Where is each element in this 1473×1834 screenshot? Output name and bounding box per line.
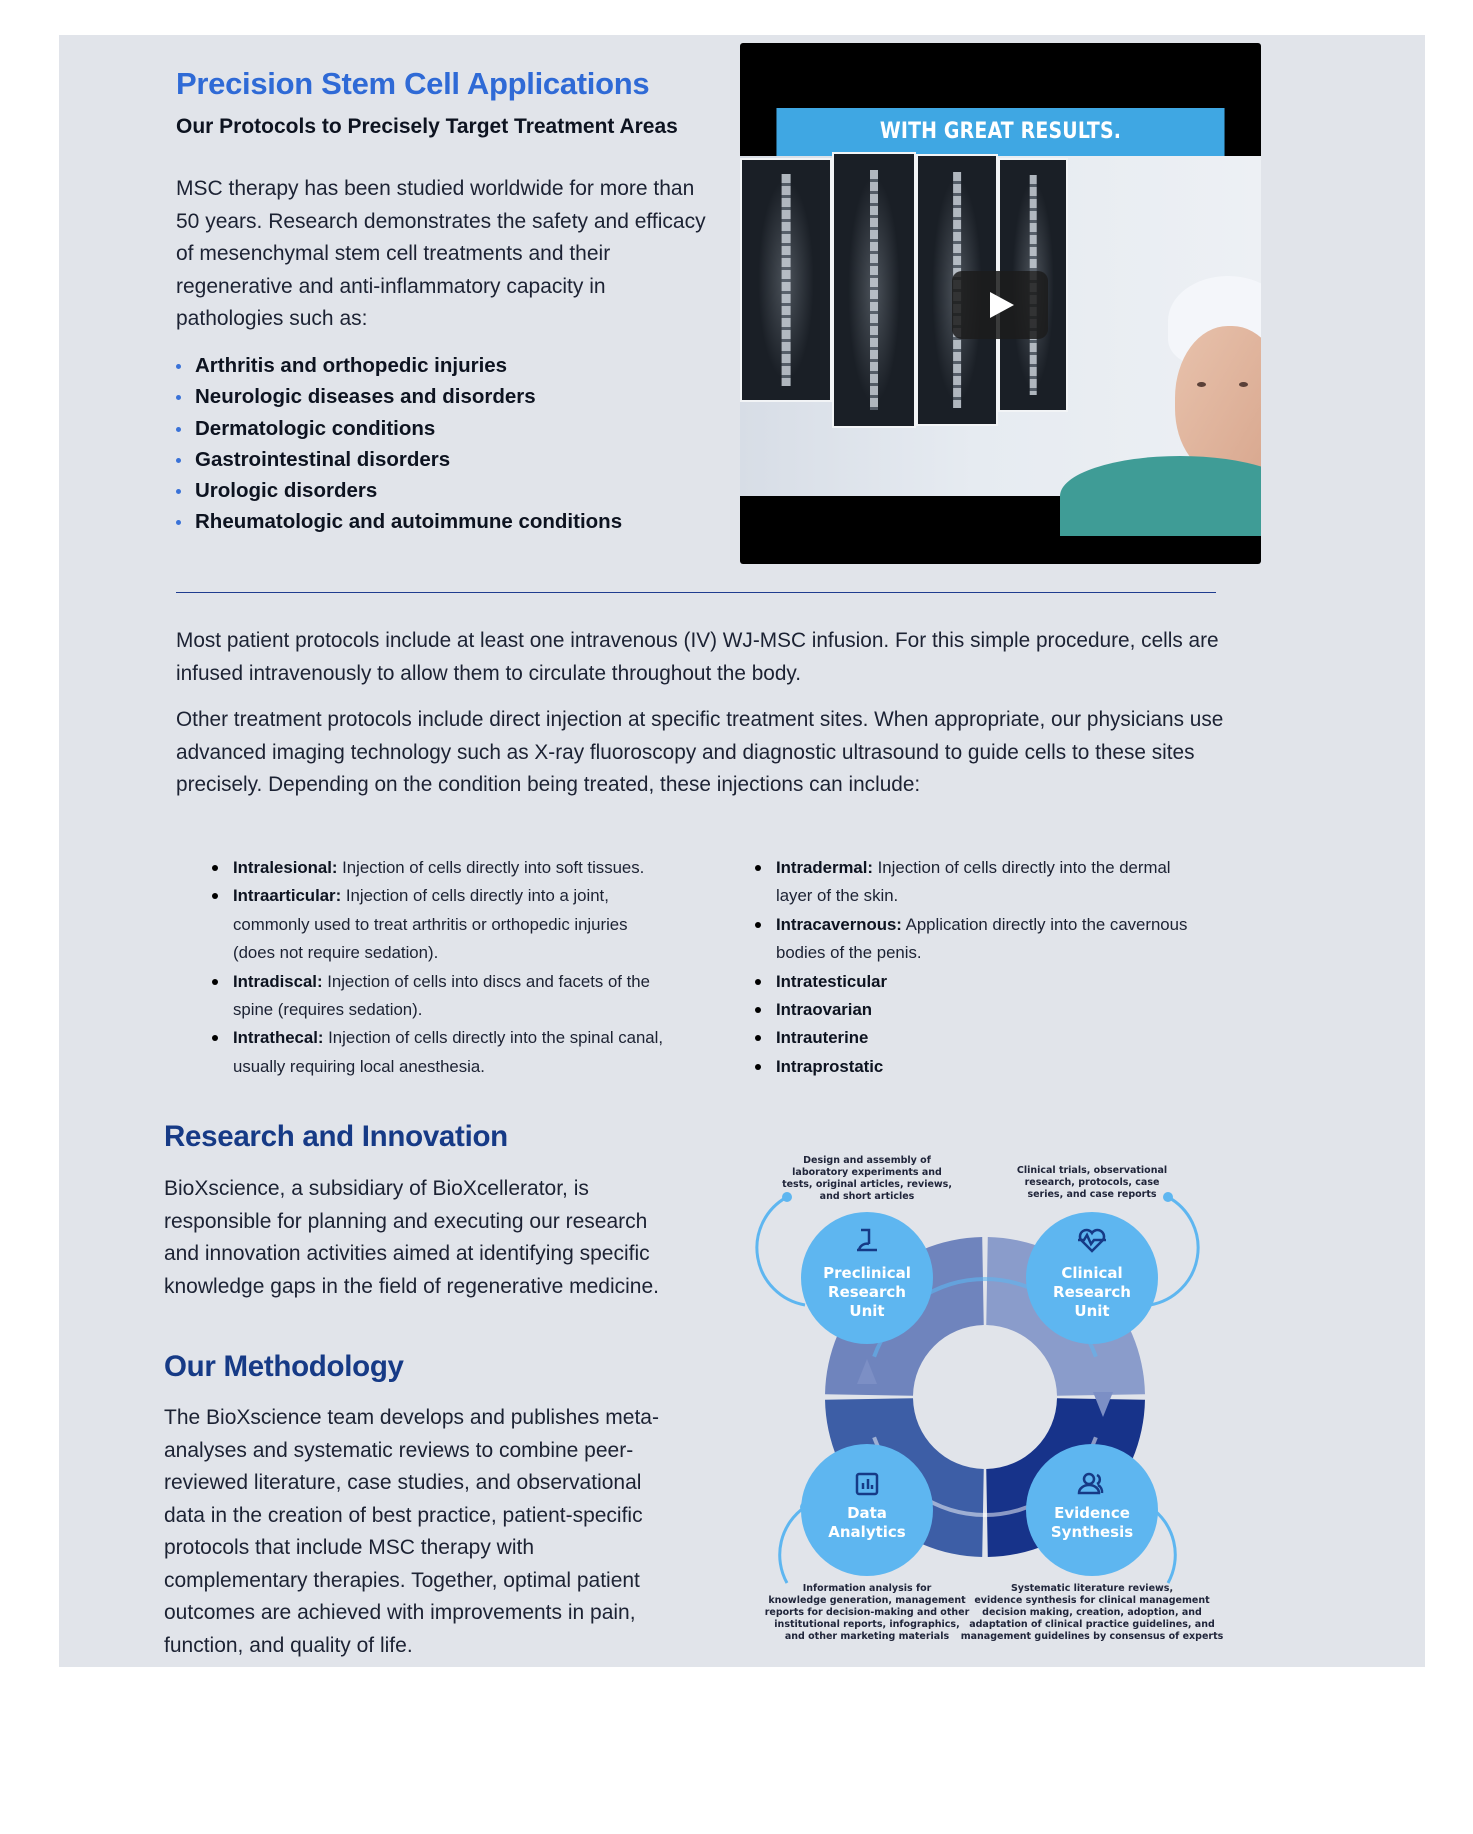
unit-label-evidence: Synthesis [1050,1523,1134,1541]
injection-description: Injection of cells directly into the dermal layer of the skin. [776,858,1171,906]
unit-caption-evidence: evidence synthesis for clinical management [974,1595,1210,1606]
play-button[interactable] [952,271,1048,339]
list-item [753,968,1208,996]
list-item [753,996,1208,1024]
video-player[interactable] [740,43,1261,564]
injection-description: Application directly into the cavernous bodies of the penis. [776,914,1188,963]
unit-caption-preclinical: laboratory experiments and [792,1167,942,1178]
unit-caption-clinical: research, protocols, case [1024,1177,1160,1188]
unit-label-preclinical: Unit [849,1302,885,1320]
side-arc-top-left [757,1197,805,1305]
xray-panel [832,152,916,428]
page-title: Precision Stem Cell Applications [176,66,650,101]
list-item [210,1024,665,1081]
research-body: BioXscience, a subsidiary of BioXcellerator, is responsible for planning and executing our research and innovation activities aimed at identifying specific knowledge gaps in the field of regenerative medicine. [164,1177,659,1298]
unit-caption-evidence: management guidelines by consensus of experts [960,1631,1224,1642]
page-subtitle: Our Protocols to Precisely Target Treatment Areas [176,115,678,138]
unit-caption-evidence: adaptation of clinical practice guidelines, and [969,1619,1215,1630]
cycle-svg [740,1145,1240,1655]
list-item: Dermatologic conditions [176,413,622,444]
unit-label-evidence: Evidence [1054,1504,1130,1522]
unit-label-data: Analytics [828,1523,906,1541]
unit-caption-evidence: decision making, creation, adoption, and [982,1607,1202,1618]
side-arc-bottom-left [780,1507,805,1583]
methodology-body: The BioXscience team develops and publishes meta-analyses and systematic reviews to combine peer-reviewed literature, case studies, and observational data in the creation of best practice, patient-specific protocols that include MSC therapy with complementary therapies. Together, optimal patient outcomes are achieved with improvements in pain, function, and quality of life. [164,1406,659,1657]
list-item: Urologic disorders [176,475,622,506]
unit-caption-preclinical: and short articles [819,1191,915,1202]
unit-caption-clinical: series, and case reports [1027,1189,1157,1200]
unit-label-preclinical: Preclinical [823,1264,911,1282]
injection-list-right [753,854,1208,1081]
unit-label-data: Data [847,1504,887,1522]
unit-caption-data: knowledge generation, management [768,1595,966,1606]
unit-caption-data: Information analysis for [802,1583,932,1594]
injection-list-left [210,854,665,1081]
list-item [210,882,665,967]
list-item: Gastrointestinal disorders [176,444,622,475]
list-item: Arthritis and orthopedic injuries [176,350,622,381]
injection-term: Intrauterine [776,1028,869,1048]
methodology-heading: Our Methodology [164,1350,404,1383]
list-item [753,911,1208,968]
list-item: Neurologic diseases and disorders [176,381,622,412]
unit-caption-preclinical: Design and assembly of [803,1155,931,1166]
injection-description: Injection of cells into discs and facets of the spine (requires sedation). [233,971,650,1020]
injection-term: Intrathecal: [233,1028,324,1048]
injection-term: Intraarticular: [233,886,342,906]
unit-caption-data: institutional reports, infographics, [774,1619,960,1630]
unit-caption-evidence: Systematic literature reviews, [1010,1583,1174,1594]
injection-term: Intralesional: [233,858,338,877]
scrubs [1060,456,1261,536]
list-item [753,1024,1208,1052]
pathology-list [176,350,622,538]
list-item [210,854,665,882]
section-divider [176,592,1216,593]
unit-label-clinical: Unit [1074,1302,1110,1320]
unit-caption-data: and other marketing materials [784,1631,950,1642]
arc-dot [1163,1192,1173,1202]
injection-term: Intracavernous: [776,914,902,934]
list-item [753,854,1208,911]
unit-caption-clinical: Clinical trials, observational [1016,1165,1168,1176]
research-cycle-diagram [740,1145,1240,1655]
unit-label-preclinical: Research [828,1283,906,1301]
injection-term: Intratesticular [776,971,887,991]
injection-term: Intradiscal: [233,971,323,991]
protocol-paragraph-2: Other treatment protocols include direct injection at specific treatment sites. When appropriate, our physicians use advanced imaging technology such as X-ray fluoroscopy and diagnostic ultrasound to guide cells to these sites precisely. Depending on the condition being treated, these injections can include: [176,708,1224,796]
research-heading: Research and Innovation [164,1120,508,1153]
xray-panel [740,158,832,402]
list-item: Rheumatologic and autoimmune conditions [176,506,622,537]
injection-term: Intraprostatic [776,1056,884,1076]
arc-dot [782,1192,792,1202]
list-item [210,968,665,1025]
intro-paragraph: MSC therapy has been studied worldwide for more than 50 years. Research demonstrates the safety and efficacy of mesenchymal stem cell treatments and their regenerative and anti-inflammatory capacity in pathologies such as: [176,177,706,330]
injection-description: Injection of cells directly into soft tissues. [337,858,645,877]
list-item [753,1053,1208,1081]
injection-description: Injection of cells directly into a joint, commonly used to treat arthritis or orthopedic injuries (does not require sedation). [233,886,628,963]
unit-label-clinical: Research [1053,1283,1131,1301]
unit-caption-preclinical: tests, original articles, reviews, [782,1179,952,1190]
injection-term: Intradermal: [776,858,873,877]
unit-caption-data: reports for decision-making and other [764,1607,970,1618]
side-arc-top-right [1150,1197,1198,1305]
injection-term: Intraovarian [776,1000,873,1020]
protocol-paragraph-1: Most patient protocols include at least one intravenous (IV) WJ-MSC infusion. For this simple procedure, cells are infused intravenously to allow them to circulate throughout the body. [176,629,1219,685]
injection-description: Injection of cells directly into the spinal canal, usually requiring local anesthesia. [233,1028,664,1076]
video-banner: WITH GREAT RESULTS. [776,108,1224,156]
unit-label-clinical: Clinical [1061,1264,1123,1282]
doctor-face [1175,326,1261,476]
